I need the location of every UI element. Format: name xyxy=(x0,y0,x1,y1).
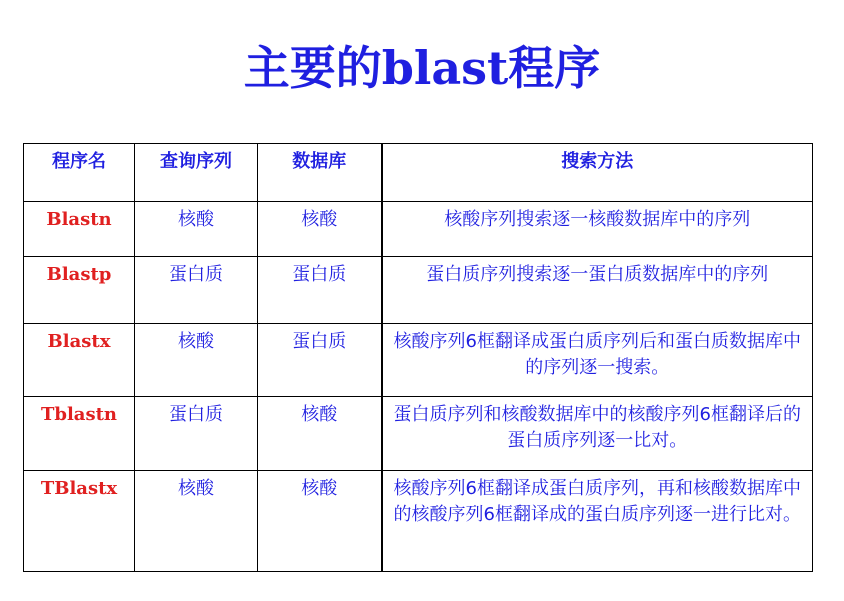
slide-title: 主要的blast程序 xyxy=(243,41,601,95)
program-name-cell: Blastx xyxy=(24,324,135,397)
program-name-cell: Blastp xyxy=(24,257,135,324)
header-program-name: 程序名 xyxy=(24,144,135,202)
table-header-row xyxy=(24,144,813,202)
table-row xyxy=(24,202,813,257)
header-query-sequence: 查询序列 xyxy=(135,144,258,202)
database-cell: 核酸 xyxy=(258,202,382,257)
blast-programs-table xyxy=(23,143,813,572)
table-row xyxy=(24,257,813,324)
database-cell: 核酸 xyxy=(258,471,382,572)
program-name-cell: Blastn xyxy=(24,202,135,257)
method-cell: 核酸序列6框翻译成蛋白质序列，再和核酸数据库中的核酸序列6框翻译成的蛋白质序列逐一进行比对。 xyxy=(382,471,813,572)
table-row xyxy=(24,324,813,397)
query-cell: 核酸 xyxy=(135,471,258,572)
query-cell: 核酸 xyxy=(135,202,258,257)
method-cell: 核酸序列搜索逐一核酸数据库中的序列 xyxy=(382,202,813,257)
header-search-method: 搜索方法 xyxy=(382,144,813,202)
table-row xyxy=(24,397,813,471)
header-database: 数据库 xyxy=(258,144,382,202)
database-cell: 蛋白质 xyxy=(258,257,382,324)
query-cell: 蛋白质 xyxy=(135,397,258,471)
database-cell: 蛋白质 xyxy=(258,324,382,397)
method-cell: 蛋白质序列搜索逐一蛋白质数据库中的序列 xyxy=(382,257,813,324)
program-name-cell: TBlastx xyxy=(24,471,135,572)
database-cell: 核酸 xyxy=(258,397,382,471)
method-cell: 蛋白质序列和核酸数据库中的核酸序列6框翻译后的蛋白质序列逐一比对。 xyxy=(382,397,813,471)
query-cell: 核酸 xyxy=(135,324,258,397)
query-cell: 蛋白质 xyxy=(135,257,258,324)
method-cell: 核酸序列6框翻译成蛋白质序列后和蛋白质数据库中的序列逐一搜索。 xyxy=(382,324,813,397)
program-name-cell: Tblastn xyxy=(24,397,135,471)
table-row xyxy=(24,471,813,572)
